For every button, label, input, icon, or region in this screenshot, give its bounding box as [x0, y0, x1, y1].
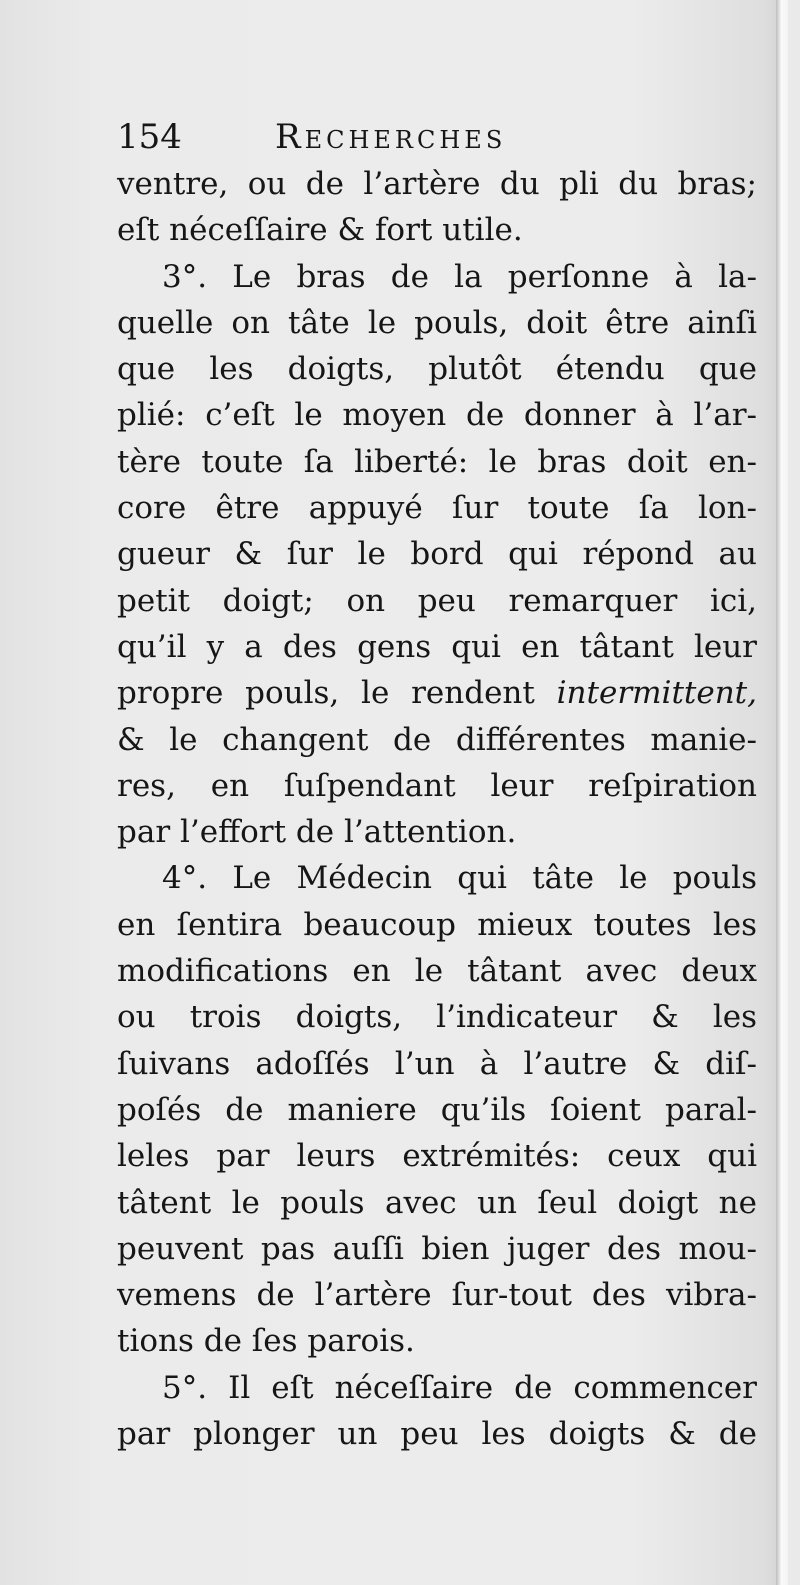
text-line: quelle on tâte le pouls, doit être ainſi: [117, 304, 757, 341]
paragraph-start-line: 5°. Il eſt néceſſaire de commencer: [162, 1369, 757, 1406]
page-edge: [776, 0, 788, 1585]
text-line: eſt néceſſaire & fort utile.: [117, 212, 523, 249]
text-line: tère toute ſa liberté: le bras doit en-: [117, 443, 757, 480]
text-line: par l’effort de l’attention.: [117, 814, 517, 851]
text-line: vemens de l’artère ſur-tout des vibra-: [117, 1277, 757, 1314]
text-line: tâtent le pouls avec un ſeul doigt ne: [117, 1184, 757, 1221]
line-text: propre pouls, le rendent: [117, 675, 535, 712]
text-line-with-italic: [117, 670, 757, 716]
text-line: que les doigts, plutôt étendu que: [117, 351, 757, 388]
paragraph-start-line: 3°. Le bras de la perſonne à la-: [162, 258, 757, 295]
text-line: poſés de maniere qu’ils ſoient paral-: [117, 1091, 757, 1128]
text-line: ventre, ou de l’artère du pli du bras;: [117, 166, 757, 202]
text-line: leles par leurs extrémités: ceux qui: [117, 1138, 757, 1175]
text-line: ſuivans adoſſés l’un à l’autre & diſ-: [117, 1045, 757, 1082]
page-number: 154: [117, 117, 182, 157]
text-line: modifications en le tâtant avec deux: [117, 953, 757, 990]
paragraph-start-line: 4°. Le Médecin qui tâte le pouls: [162, 860, 757, 897]
text-line: par plonger un peu les doigts & de: [117, 1416, 757, 1453]
text-line: en ſentira beaucoup mieux toutes les: [117, 906, 757, 943]
text-line: peuvent pas auſſi bien juger des mou-: [117, 1230, 757, 1267]
text-line: plié: c’eſt le moyen de donner à l’ar-: [117, 397, 757, 434]
text-line: qu’il y a des gens qui en tâtant leur: [117, 628, 757, 665]
page-header: [117, 115, 757, 159]
text-line: ou trois doigts, l’indicateur & les: [117, 999, 757, 1036]
text-line: gueur & ſur le bord qui répond au: [117, 536, 757, 573]
text-line: & le changent de différentes manie-: [117, 721, 757, 758]
running-head: Recherches: [275, 117, 507, 157]
text-line: petit doigt; on peu remarquer ici,: [117, 582, 757, 619]
text-line: res, en ſuſpendant leur reſpiration: [117, 767, 757, 804]
text-line: tions de ſes parois.: [117, 1323, 415, 1360]
text-line: core être appuyé ſur toute ſa lon-: [117, 490, 757, 527]
body-text: [117, 161, 757, 1457]
italic-word: intermittent,: [556, 675, 757, 712]
